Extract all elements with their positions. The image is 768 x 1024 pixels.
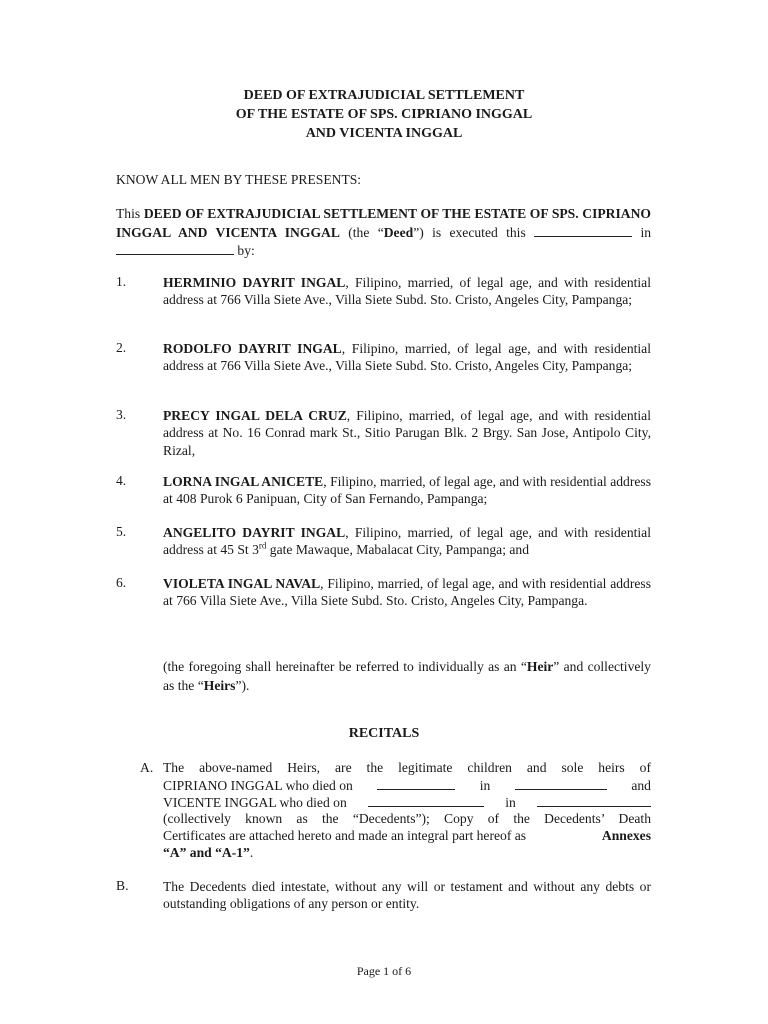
heir-number: 1. (116, 274, 127, 289)
opening-executed: ”) is executed this (413, 224, 526, 240)
opening-the: (the “ (339, 224, 384, 240)
opening-paragraph (116, 205, 651, 261)
heir-number: 5. (116, 524, 127, 539)
recital-b-label: B. (116, 878, 129, 893)
intro-text: KNOW ALL MEN BY THESE PRESENTS: (116, 172, 362, 187)
recital-a-line-3 (163, 794, 651, 811)
heir-details: , Filipino, married, of legal age, and with residential address at 766 Villa Siete Ave., Villa Siete Subd. Sto. Cristo, Angeles City, Pampanga; (163, 341, 651, 374)
place-blank (116, 242, 234, 255)
heir-details: , Filipino, married, of legal age, and with residential address at 408 Purok 6 Panipuan, City of San Fernando, Pampanga; (163, 474, 651, 507)
vicente-death-text: VICENTE INGGAL who died on (163, 795, 347, 810)
vicente-death-place-blank (537, 794, 651, 807)
opening-deed-title: DEED OF EXTRAJUDICIAL SETTLEMENT OF THE ESTATE OF SPS. CIPRIANO INGGAL AND VICENTA INGGAL (116, 206, 651, 240)
opening-this: This (116, 206, 141, 221)
opening-deed-word: Deed (383, 224, 414, 240)
heir-name: VIOLETA INGAL NAVAL (163, 576, 321, 591)
heir-number: 4. (116, 473, 127, 488)
opening-by: by: (237, 243, 255, 258)
heir-details: , Filipino, married, of legal age, and with residential address at 45 St 3 (163, 525, 651, 558)
certificates-text: Certificates are attached hereto and made an integral part hereof as (163, 828, 527, 843)
recital-b-text: The Decedents died intestate, without any will or testament and without any debts or outstanding obligations of any person or entity. (163, 879, 651, 911)
annexes-label: Annexes (601, 828, 651, 843)
cipriano-death-text: CIPRIANO INGGAL who died on (163, 778, 353, 793)
heir-details: , Filipino, married, of legal age, and with residential address at 766 Villa Siete Ave., Villa Siete Subd. Sto. Cristo, Angeles City, Pampanga; (163, 275, 651, 308)
recital-a-line-1: The above-named Heirs, are the legitimate children and sole heirs of (163, 760, 651, 775)
heir-name: HERMINIO DAYRIT INGAL (163, 275, 346, 290)
ordinal-suffix: rd (258, 540, 267, 551)
heirs-term: Heirs (203, 677, 236, 693)
cipriano-death-place-blank (515, 777, 607, 790)
heir-name: PRECY INGAL DELA CRUZ (163, 408, 347, 423)
page-number: Page 1 of 6 (356, 964, 412, 978)
recital-a-label: A. (140, 760, 154, 775)
document-title-line-3: AND VICENTA INGGAL (305, 126, 463, 141)
document-title-line-1: DEED OF EXTRAJUDICIAL SETTLEMENT (243, 88, 525, 103)
recital-a-line-2 (163, 777, 651, 794)
recital-a-line-5 (163, 828, 651, 844)
foregoing-part-2: ” and collectively as the “ (163, 659, 651, 693)
heir-term: Heir (526, 659, 554, 674)
recital-a-line-6 (163, 845, 253, 861)
recitals-heading: RECITALS (348, 726, 420, 741)
heir-number: 6. (116, 575, 127, 590)
heir-number: 2. (116, 340, 127, 355)
date-blank (534, 224, 632, 237)
recital-in: in (479, 778, 491, 793)
opening-in: in (640, 224, 652, 240)
heir-name: ANGELITO DAYRIT INGAL (163, 525, 346, 540)
heir-details: , Filipino, married, of legal age, and with residential address at 766 Villa Siete Ave., Villa Siete Subd. Sto. Cristo, Angeles City, Pampanga. (163, 576, 651, 609)
heir-name: RODOLFO DAYRIT INGAL (163, 341, 342, 356)
cipriano-death-date-blank (377, 777, 455, 790)
heir-number: 3. (116, 407, 127, 422)
annex-ids: “A” and “A-1” (163, 845, 250, 860)
heir-details: , Filipino, married, of legal age, and with residential address at No. 16 Conrad mark St., Sitio Parugan Blk. 2 Brgy. San Jose, Antipolo City, Rizal, (163, 408, 651, 458)
heir-name: LORNA INGAL ANICETE (163, 474, 324, 489)
recital-and: and (631, 778, 651, 793)
recital-in-2: in (505, 795, 516, 810)
annex-period: . (249, 845, 254, 860)
vicente-death-date-blank (368, 794, 484, 807)
foregoing-part-3: ”). (235, 677, 250, 693)
recital-a-line-4: (collectively known as the “Decedents”); Copy of the Decedents’ Death (163, 811, 651, 826)
heir-details-cont: gate Mawaque, Mabalacat City, Pampanga; and (266, 542, 530, 558)
document-title-line-2: OF THE ESTATE OF SPS. CIPRIANO INGGAL (235, 107, 533, 122)
foregoing-paragraph (163, 658, 651, 695)
foregoing-part-1: (the foregoing shall hereinafter be referred to individually as an “ (163, 659, 527, 674)
